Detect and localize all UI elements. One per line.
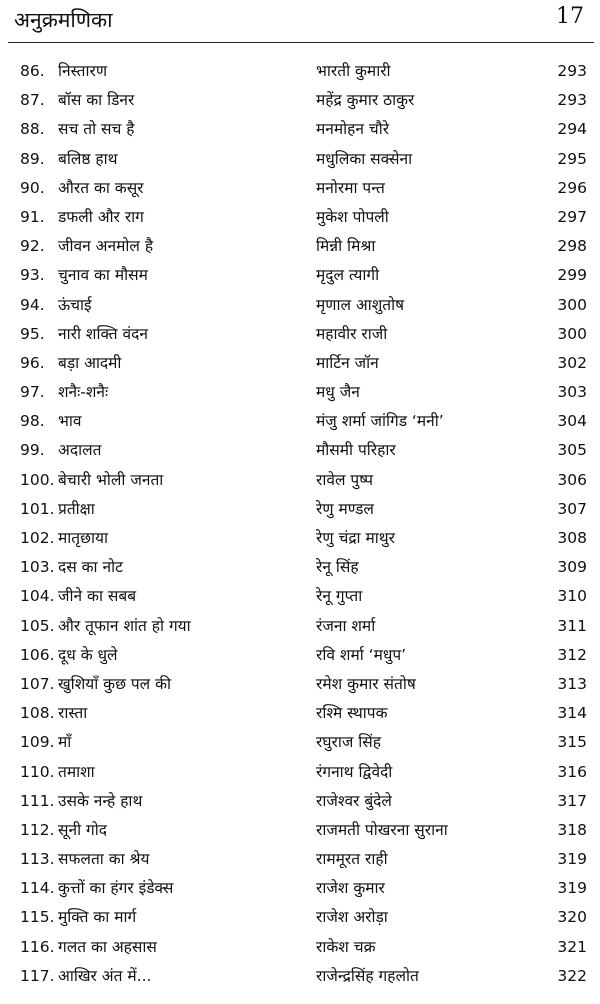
entry-author: रवि शर्मा ‘मधुप’ — [316, 645, 407, 664]
entry-title: निस्तारण — [58, 62, 108, 80]
entry-number: 91. — [20, 207, 45, 226]
entry-author: रेणु मण्डल — [316, 499, 374, 518]
entry-title: चुनाव का मौसम — [58, 266, 148, 285]
toc-entry — [0, 495, 600, 524]
entry-title: बेचारी भोली जनता — [58, 470, 164, 489]
toc-entry — [0, 612, 600, 641]
entry-author: रेणु चंद्रा माथुर — [316, 529, 396, 547]
entry-page-number: 313 — [557, 674, 587, 693]
entry-number: 105. — [20, 616, 55, 635]
entry-number: 109. — [20, 733, 55, 752]
toc-entry — [0, 582, 600, 611]
entry-number: 93. — [20, 266, 45, 285]
entry-author: राकेश चक्र — [316, 937, 376, 956]
entry-title: अदालत — [58, 441, 102, 460]
entry-author: मौसमी परिहार — [316, 441, 396, 460]
entry-author: रावेल पुष्प — [316, 470, 374, 489]
entry-page-number: 319 — [557, 879, 587, 898]
entry-title: सफलता का श्रेय — [58, 850, 150, 869]
section-title: अनुक्रमणिका — [14, 8, 113, 32]
entry-page-number: 296 — [557, 178, 587, 197]
toc-entry — [0, 203, 600, 232]
entry-title: रास्ता — [58, 704, 88, 723]
entry-author: राजेश कुमार — [316, 879, 385, 898]
toc-entry — [0, 874, 600, 903]
entry-title: बॉस का डिनर — [58, 91, 135, 110]
entry-number: 116. — [20, 937, 55, 956]
entry-number: 117. — [20, 966, 55, 985]
entry-page-number: 312 — [557, 645, 587, 664]
entry-number: 92. — [20, 237, 45, 256]
toc-entry — [0, 903, 600, 932]
entry-title: गलत का अहसास — [58, 937, 157, 956]
entry-page-number: 293 — [557, 62, 587, 80]
entry-number: 102. — [20, 529, 55, 547]
entry-title: जीने का सबब — [58, 587, 137, 606]
entry-page-number: 315 — [557, 733, 587, 752]
entry-page-number: 308 — [557, 529, 587, 547]
entry-author: रमेश कुमार संतोष — [316, 674, 416, 693]
entry-author: मुकेश पोपली — [316, 207, 389, 226]
entry-page-number: 310 — [557, 587, 587, 606]
entry-page-number: 309 — [557, 558, 587, 577]
entry-number: 108. — [20, 704, 55, 723]
entry-author: रंजना शर्मा — [316, 616, 376, 635]
entry-title: बड़ा आदमी — [58, 353, 122, 372]
toc-entry — [0, 787, 600, 816]
entry-number: 114. — [20, 879, 55, 898]
entry-title: डफली और राग — [58, 207, 144, 226]
entry-number: 94. — [20, 295, 45, 314]
entry-number: 99. — [20, 441, 45, 460]
page-header — [0, 0, 600, 50]
entry-author: महेंद्र कुमार ठाकुर — [316, 91, 415, 110]
entry-title: आखिर अंत में... — [58, 966, 152, 985]
toc-entry — [0, 407, 600, 436]
entry-author: मृदुल त्यागी — [316, 266, 380, 285]
entry-author: महावीर राजी — [316, 324, 388, 343]
toc-entry — [0, 115, 600, 144]
entry-author: राजेश्वर बुंदेले — [316, 791, 392, 810]
header-rule — [8, 42, 594, 43]
entry-number: 88. — [20, 120, 45, 139]
toc-entry — [0, 174, 600, 203]
entry-number: 111. — [20, 791, 55, 810]
entry-page-number: 302 — [557, 353, 587, 372]
toc-entry — [0, 728, 600, 757]
toc-entry — [0, 845, 600, 874]
toc-entry — [0, 641, 600, 670]
entry-number: 103. — [20, 558, 55, 577]
entry-number: 86. — [20, 62, 45, 80]
entry-author: रंगनाथ द्विवेदी — [316, 762, 393, 781]
entry-author: रेनू सिंह — [316, 558, 359, 577]
entry-title: मुक्ति का मार्ग — [58, 908, 137, 927]
entry-page-number: 293 — [557, 91, 587, 110]
entry-page-number: 307 — [557, 499, 587, 518]
toc-entry — [0, 320, 600, 349]
toc-entry — [0, 524, 600, 553]
toc-entry — [0, 670, 600, 699]
entry-number: 97. — [20, 383, 45, 402]
entry-page-number: 322 — [557, 966, 587, 985]
entry-number: 89. — [20, 149, 45, 168]
entry-page-number: 311 — [557, 616, 587, 635]
entry-number: 113. — [20, 850, 55, 869]
toc-entry — [0, 349, 600, 378]
entry-author: मृणाल आशुतोष — [316, 295, 405, 314]
entry-title: बलिष्ठ हाथ — [58, 149, 118, 168]
entry-author: मिन्नी मिश्रा — [316, 237, 376, 256]
entry-title: खुशियाँ कुछ पल की — [58, 674, 172, 693]
toc-entry — [0, 261, 600, 290]
entry-title: औरत का कसूर — [58, 178, 144, 197]
entry-author: मधु जैन — [316, 383, 360, 402]
entry-title: उसके नन्हे हाथ — [58, 791, 143, 810]
entry-number: 107. — [20, 674, 55, 693]
entry-author: मनमोहन चौरे — [316, 120, 390, 139]
entry-title: दूध के धुले — [58, 645, 118, 664]
entry-number: 90. — [20, 178, 45, 197]
entry-number: 100. — [20, 470, 55, 489]
entry-page-number: 300 — [557, 324, 587, 343]
entry-number: 110. — [20, 762, 55, 781]
entry-author: राममूरत राही — [316, 850, 388, 869]
entry-title: और तूफान शांत हो गया — [58, 616, 191, 635]
entry-title: तमाशा — [58, 762, 95, 781]
toc-entry — [0, 816, 600, 845]
entry-author: मनोरमा पन्त — [316, 178, 385, 197]
entry-title: दस का नोट — [58, 558, 123, 577]
toc-entry — [0, 758, 600, 787]
toc-entry — [0, 933, 600, 962]
entry-page-number: 299 — [557, 266, 587, 285]
entry-number: 95. — [20, 324, 45, 343]
entry-author: मार्टिन जॉन — [316, 353, 379, 372]
entry-page-number: 318 — [557, 820, 587, 839]
entry-title: कुत्तों का हंगर इंडेक्स — [58, 879, 174, 898]
toc-entry — [0, 232, 600, 261]
entry-number: 87. — [20, 91, 45, 110]
entry-number: 112. — [20, 820, 55, 839]
entry-author: रश्मि स्थापक — [316, 704, 388, 723]
entry-page-number: 321 — [557, 937, 587, 956]
toc-entry — [0, 699, 600, 728]
entry-author: भारती कुमारी — [316, 62, 391, 80]
entry-page-number: 300 — [557, 295, 587, 314]
entry-page-number: 295 — [557, 149, 587, 168]
entry-author: राजेन्द्रसिंह गहलोत — [316, 966, 419, 985]
toc-entry — [0, 145, 600, 174]
entry-author: राजेश अरोड़ा — [316, 908, 388, 927]
entry-title: भाव — [58, 412, 82, 431]
entry-number: 106. — [20, 645, 55, 664]
entry-page-number: 314 — [557, 704, 587, 723]
entry-title: जीवन अनमोल है — [58, 237, 154, 256]
entry-author: रेनू गुप्ता — [316, 587, 363, 606]
page-number: 17 — [556, 4, 584, 29]
entry-author: मधुलिका सक्सेना — [316, 149, 413, 168]
entry-author: मंजु शर्मा जांगिड ‘मनी’ — [316, 412, 444, 431]
toc-entry — [0, 86, 600, 115]
entry-page-number: 320 — [557, 908, 587, 927]
toc-entry — [0, 962, 600, 991]
toc-entry — [0, 466, 600, 495]
entry-number: 98. — [20, 412, 45, 431]
entry-title: शनैः-शनैः — [58, 383, 109, 402]
entry-page-number: 297 — [557, 207, 587, 226]
entry-page-number: 298 — [557, 237, 587, 256]
toc-entry — [0, 436, 600, 465]
toc-entry — [0, 378, 600, 407]
entry-title: सच तो सच है — [58, 120, 135, 139]
entry-author: रघुराज सिंह — [316, 733, 382, 752]
entry-page-number: 306 — [557, 470, 587, 489]
table-of-contents — [0, 57, 600, 991]
entry-page-number: 319 — [557, 850, 587, 869]
entry-number: 101. — [20, 499, 55, 518]
entry-page-number: 305 — [557, 441, 587, 460]
entry-title: प्रतीक्षा — [58, 499, 95, 518]
entry-page-number: 316 — [557, 762, 587, 781]
entry-number: 115. — [20, 908, 55, 927]
toc-entry — [0, 57, 600, 86]
entry-number: 96. — [20, 353, 45, 372]
entry-number: 104. — [20, 587, 55, 606]
entry-page-number: 303 — [557, 383, 587, 402]
entry-title: मातृछाया — [58, 529, 109, 547]
entry-title: सूनी गोद — [58, 820, 107, 839]
toc-entry — [0, 291, 600, 320]
entry-title: ऊंचाई — [58, 295, 92, 314]
entry-title: नारी शक्ति वंदन — [58, 324, 148, 343]
entry-page-number: 304 — [557, 412, 587, 431]
entry-author: राजमती पोखरना सुराना — [316, 820, 448, 839]
entry-page-number: 294 — [557, 120, 587, 139]
entry-title: माँ — [58, 733, 72, 752]
entry-page-number: 317 — [557, 791, 587, 810]
toc-entry — [0, 553, 600, 582]
